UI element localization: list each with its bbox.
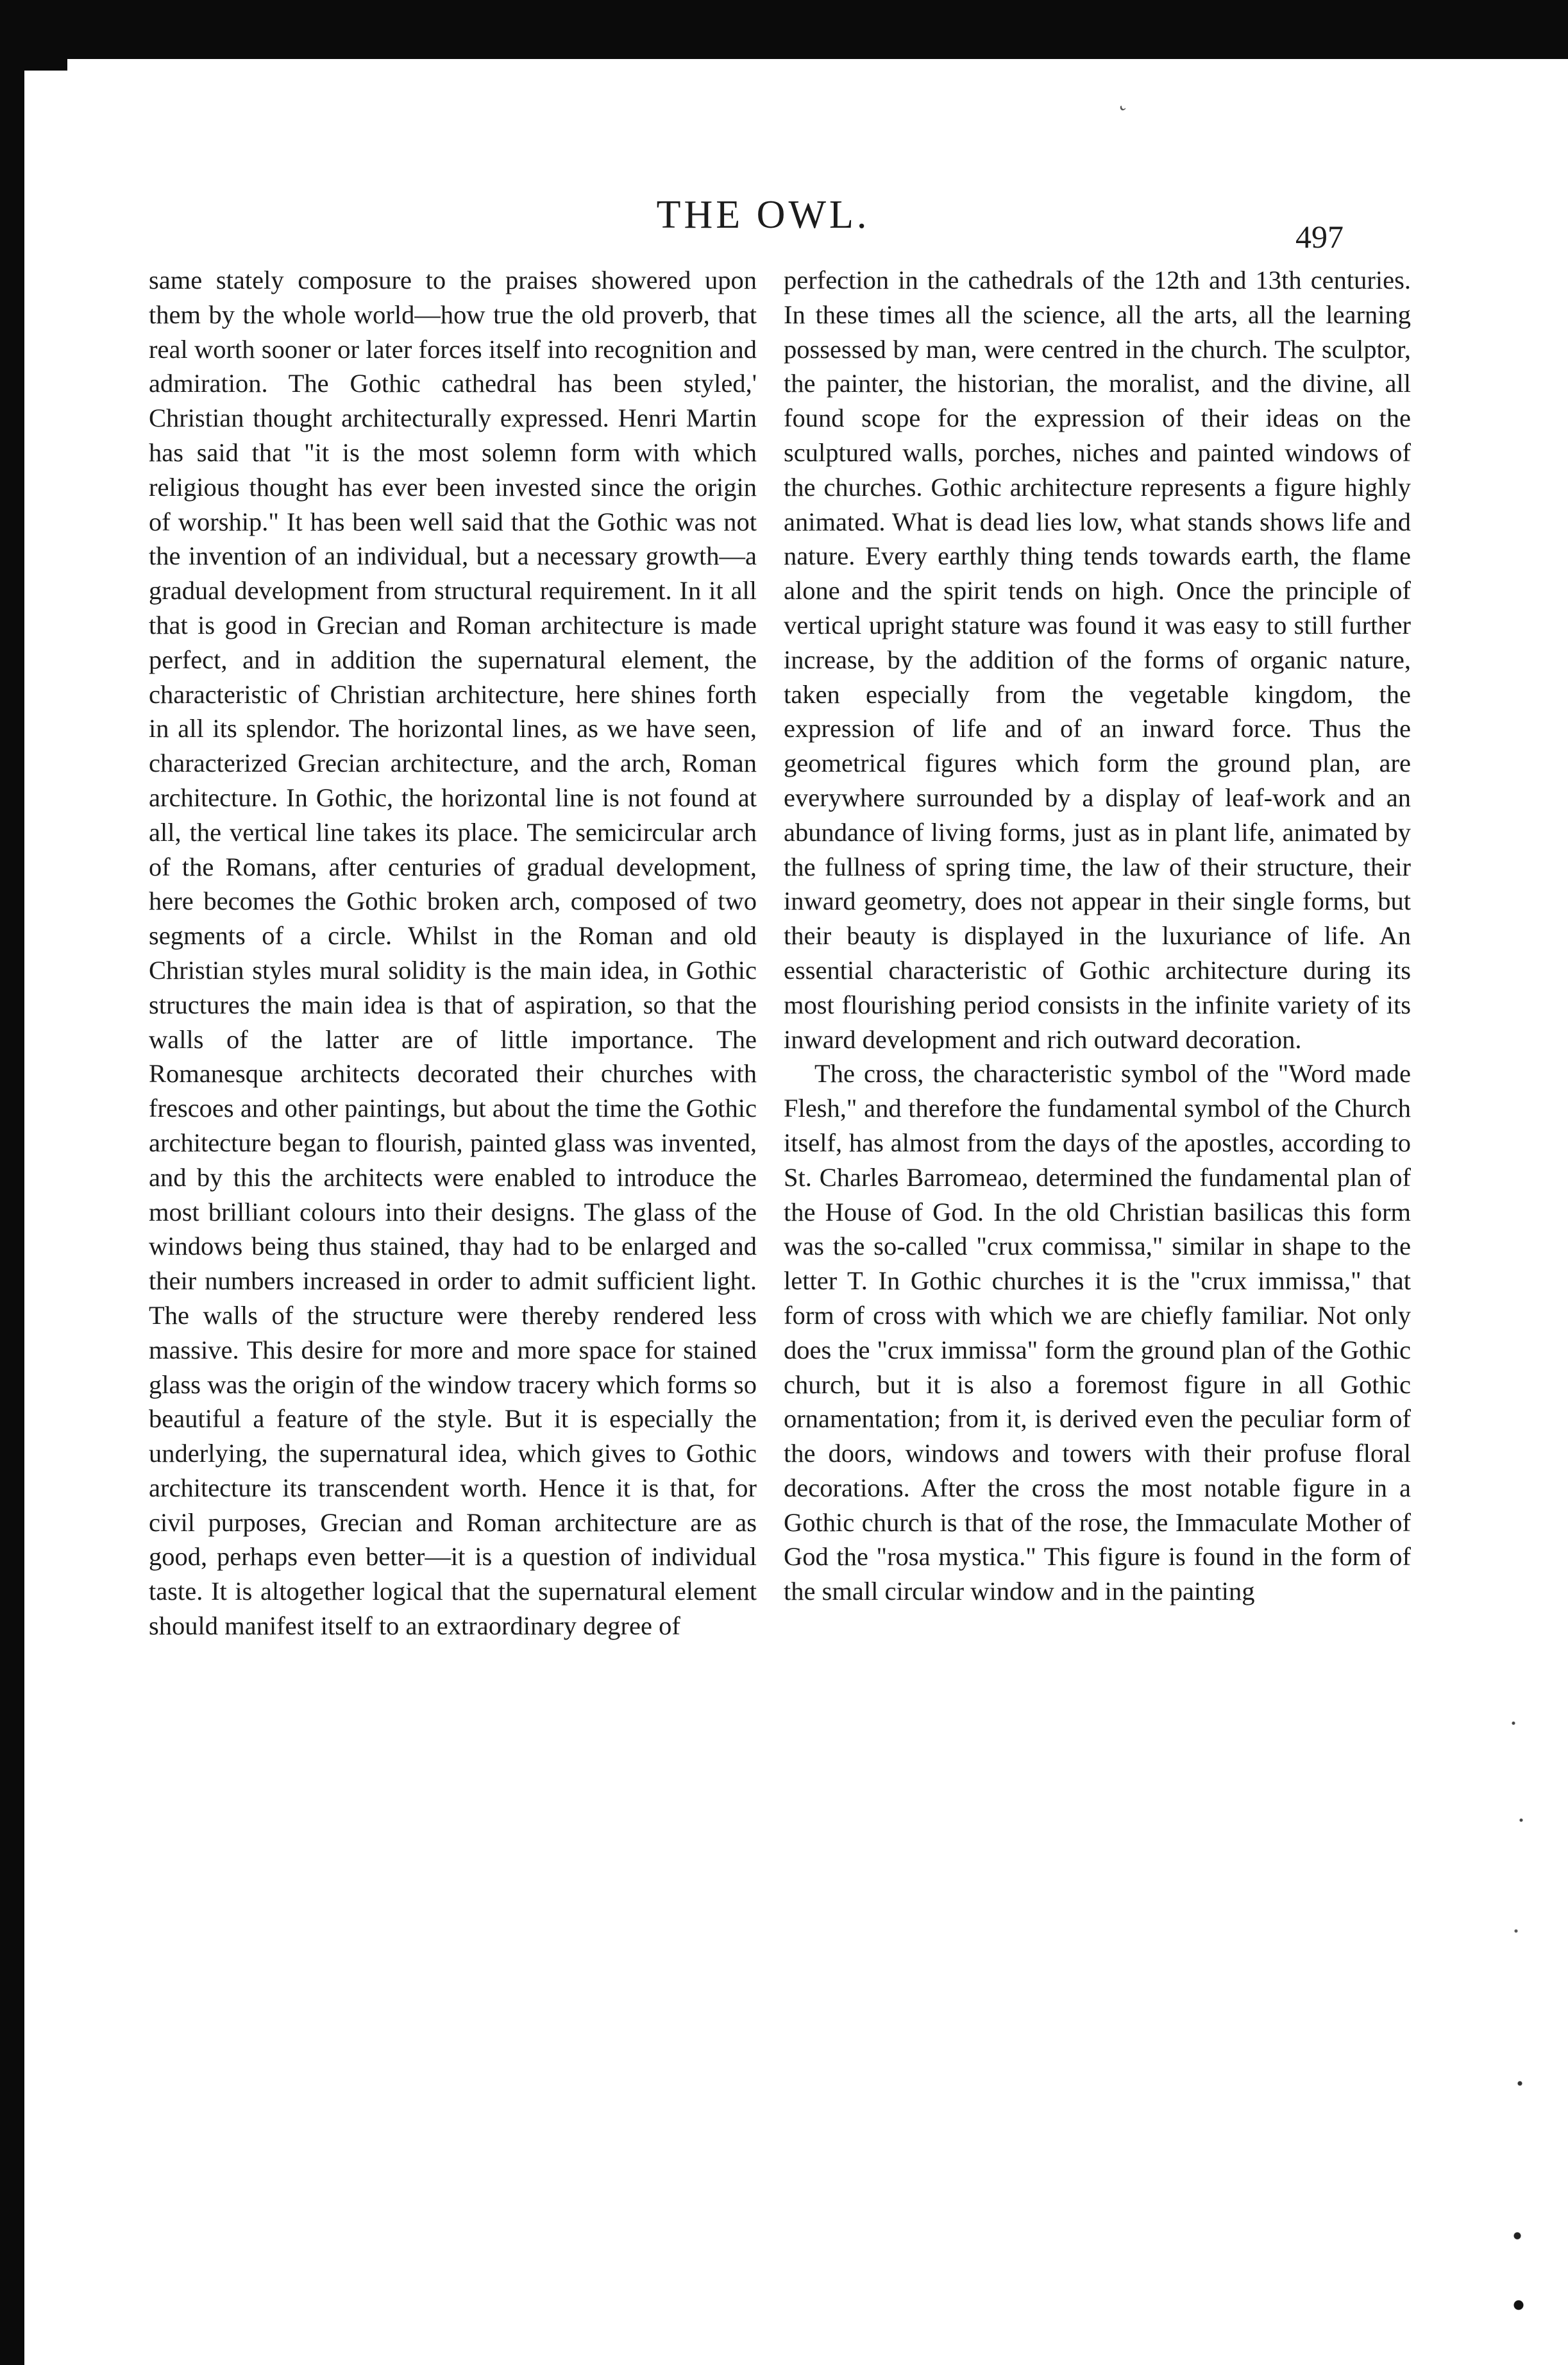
- page-number: 497: [1295, 219, 1344, 255]
- scan-corner-mark: [6, 56, 67, 71]
- scan-edge-noise: [1506, 1668, 1531, 2361]
- text-column-left: [149, 263, 757, 1643]
- paragraph: same stately composure to the praises showered upon them by the whole world—how true the old proverb, that real worth sooner or later forces itself into recognition and admiration. The Gothic cathedral has been styled,' Christian thought architecturally expressed. Henri Martin has said that "it is the most solemn form with which religious thought has ever been invested since the origin of worship." It has been well said that the Gothic was not the invention of an individual, but a necessary growth—a gradual development from structural requirement. In it all that is good in Grecian and Roman architecture is made perfect, and in addition the supernatural element, the characteristic of Christian architecture, here shines forth in all its splendor. The horizontal lines, as we have seen, characterized Grecian architecture, and the arch, Roman architecture. In Gothic, the horizontal line is not found at all, the vertical line takes its place. The semicircular arch of the Romans, after centuries of gradual development, here becomes the Gothic broken arch, composed of two segments of a circle. Whilst in the Roman and old Christian styles mural solidity is the main idea, in Gothic structures the main idea is that of aspiration, so that the walls of the latter are of little importance. The Romanesque architects decorated their churches with frescoes and other paintings, but about the time the Gothic architecture began to flourish, painted glass was invented, and by this the architects were enabled to introduce the most brilliant colours into their designs. The glass of the windows being thus stained, thay had to be enlarged and their numbers increased in order to admit sufficient light. The walls of the structure were thereby rendered less massive. This desire for more and more space for stained glass was the origin of the window tracery which forms so beautiful a feature of the style. But it is especially the underlying, the supernatural idea, which gives to Gothic architecture its transcendent worth. Hence it is that, for civil purposes, Grecian and Roman architecture are as good, perhaps even better—it is a question of individual taste. It is altogether logical that the supernatural element should manifest itself to an extraordinary degree of: [149, 266, 757, 1641]
- running-header-title: THE OWL.: [656, 193, 870, 237]
- scan-speck: ˛: [1109, 85, 1128, 113]
- text-column-right: [784, 263, 1411, 1609]
- scan-border-left: [0, 45, 24, 2365]
- scan-border-top: [0, 0, 1568, 59]
- paragraph: perfection in the cathedrals of the 12th and 13th centuries. In these times all the science, all the arts, all the learning possessed by man, were centred in the church. The sculptor, the painter, the historian, the moralist, and the divine, all found scope for the expression of their ideas on the sculptured walls, porches, niches and painted windows of the churches. Gothic architecture represents a figure highly animated. What is dead lies low, what stands shows life and nature. Every earthly thing tends towards earth, the flame alone and the spirit tends on high. Once the principle of vertical upright stature was found it was easy to still further increase, by the addition of the forms of organic nature, taken especially from the vegetable kingdom, the expression of life and of an inward force. Thus the geometrical figures which form the ground plan, are everywhere surrounded by a display of leaf-work and an abundance of living forms, just as in plant life, animated by the fullness of spring time, the law of their structure, their inward geometry, does not appear in their single forms, but their beauty is displayed in the luxuriance of life. An essential characteristic of Gothic architecture during its most flourishing period consists in the infinite variety of its inward development and rich outward decoration.: [784, 266, 1411, 1054]
- paragraph: The cross, the characteristic symbol of the "Word made Flesh," and therefore the fundamental symbol of the Church itself, has almost from the days of the apostles, according to St. Charles Barromeao, determined the fundamental plan of the House of God. In the old Christian basilicas this form was the so-called "crux commissa," similar in shape to the letter T. In Gothic churches it is the "crux immissa," that form of cross with which we are chiefly familiar. Not only does the "crux immissa" form the ground plan of the Gothic church, but it is also a foremost figure in all Gothic ornamentation; from it, is derived even the peculiar form of the doors, windows and towers with their profuse floral decorations. After the cross the most notable figure in a Gothic church is that of the rose, the Immaculate Mother of God the "rosa mystica." This figure is found in the form of the small circular window and in the painting: [784, 1059, 1411, 1606]
